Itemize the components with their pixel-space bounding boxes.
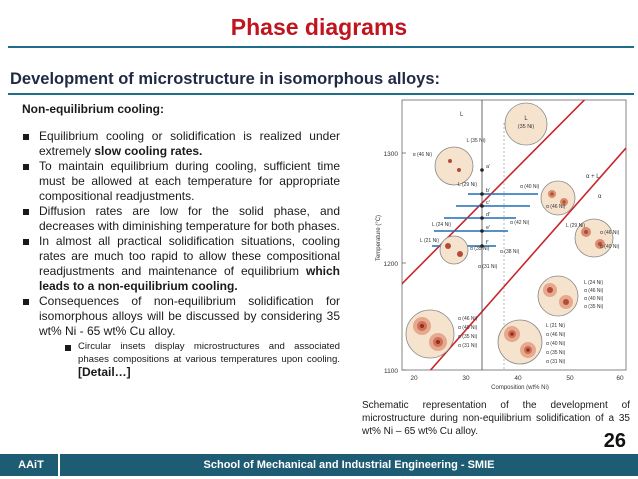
inset-label: α (42 Ni)	[510, 220, 530, 226]
bullet-square-icon	[23, 239, 29, 245]
bullet-square-icon	[23, 299, 29, 305]
inset-label: α (35 Ni)	[546, 350, 566, 356]
section-heading: Non-equilibrium cooling:	[22, 102, 164, 116]
inset-label: (35 Ni)	[517, 124, 535, 130]
inset-label: α (46 Ni)	[412, 152, 432, 158]
bullet-square-icon	[65, 345, 71, 351]
footer-institution: AAiT	[4, 454, 60, 476]
bullet-square-icon	[23, 209, 29, 215]
inset-label: α (40 Ni)	[458, 325, 478, 331]
bullet-square-icon	[23, 164, 29, 170]
bullet-emphasis: slow cooling rates.	[94, 144, 203, 158]
bullet-item	[22, 234, 340, 294]
inset-label: α (40 Ni)	[600, 244, 620, 250]
sub-bullet-item	[64, 340, 340, 380]
x-tick-label: 60	[616, 375, 624, 382]
inset-label: α (46 Ni)	[546, 204, 566, 210]
page-number: 26	[603, 430, 626, 452]
inset-label: α (31 Ni)	[546, 359, 566, 365]
sub-bullet-list	[39, 340, 340, 380]
phase-diagram-figure	[370, 98, 628, 390]
region-label-alpha: α	[598, 194, 602, 200]
region-label-liquid: L	[460, 112, 464, 118]
footer-school: School of Mechanical and Industrial Engineering - SMIE	[203, 459, 495, 471]
inset-label: L (24 Ni)	[584, 280, 603, 286]
x-tick-label: 20	[410, 375, 418, 382]
slide-body	[22, 102, 340, 380]
y-tick-label: 1200	[383, 261, 398, 268]
x-axis-label: Composition (wt% Ni)	[491, 385, 549, 390]
bullet-text: To maintain equilibrium during cooling, sufficient time must be allowed at each temperature for appropriate compositional readjustments.	[39, 159, 340, 203]
footer-bar	[0, 454, 638, 476]
bullet-text: Equilibrium cooling or solidification is realized under extremely	[39, 129, 340, 158]
point-label: f'	[486, 240, 489, 246]
inset-label: L (35 Ni)	[466, 138, 486, 144]
inset-label: L (21 Ni)	[420, 238, 439, 244]
inset-label: α (35 Ni)	[584, 304, 604, 310]
inset-label: L (29 Ni)	[458, 182, 477, 188]
y-tick-label: 1300	[383, 151, 398, 158]
figure-caption: Schematic representation of the development of microstructure during non-equilibrium solidification of a 35 wt% Ni – 65 wt% Cu alloy.	[362, 400, 630, 437]
inset-label: α (38 Ni)	[500, 249, 520, 255]
inset-label: α (40 Ni)	[584, 296, 604, 302]
inset-label: α (46 Ni)	[600, 230, 620, 236]
inset-label: L (29 Ni)	[566, 223, 585, 229]
point-label: e'	[486, 225, 491, 231]
title-divider	[8, 46, 634, 48]
x-tick-label: 40	[514, 375, 522, 382]
region-label-alpha-liquid: α + L	[586, 174, 600, 180]
bullet-list	[22, 129, 340, 380]
bullet-text: In almost all practical solidification situations, cooling rates are much too rapid to allow these compositional readjustments and maintenance of equilibrium	[39, 234, 340, 278]
microstructure-inset-top	[505, 103, 547, 145]
inset-label: α (31 Ni)	[478, 264, 498, 270]
inset-label: α (40 Ni)	[520, 184, 540, 190]
bullet-item	[22, 159, 340, 204]
point-label: b'	[486, 188, 491, 194]
inset-label: α (46 Ni)	[546, 332, 566, 338]
point-label: d'	[486, 212, 491, 218]
detail-link[interactable]: [Detail…]	[78, 365, 131, 379]
x-tick-label: 30	[462, 375, 470, 382]
bullet-item	[22, 129, 340, 159]
slide-subtitle: Development of microstructure in isomorphous alloys:	[10, 70, 440, 88]
inset-label: α (40 Ni)	[546, 341, 566, 347]
inset-label: L (24 Ni)	[432, 222, 451, 228]
inset-label: L	[524, 116, 528, 122]
inset-label: α (31 Ni)	[458, 343, 478, 349]
bullet-text: Diffusion rates are low for the solid phase, and decreases with diminishing temperature for both phases.	[39, 204, 340, 233]
bullet-text: Consequences of non-equilibrium solidification for isomorphous alloys will be discussed by considering 35 wt% Ni - 65 wt% Cu alloy.	[39, 294, 340, 338]
bullet-item	[22, 294, 340, 380]
microstructure-inset-g	[498, 320, 566, 365]
inset-label: L (21 Ni)	[546, 323, 565, 329]
sub-bullet-text: Circular insets display microstructures and associated phases compositions at various temperatures upon cooling.	[78, 341, 340, 365]
inset-label: α (46 Ni)	[584, 288, 604, 294]
inset-label: α (46 Ni)	[458, 316, 478, 322]
point-label: a'	[486, 164, 491, 170]
x-tick-label: 50	[566, 375, 574, 382]
y-axis-label: Temperature (°C)	[376, 214, 382, 262]
slide-title: Phase diagrams	[230, 14, 408, 40]
point-label: c'	[486, 200, 490, 206]
inset-label: α (35 Ni)	[458, 334, 478, 340]
inset-label: α (35 Ni)	[470, 246, 490, 252]
bullet-square-icon	[23, 134, 29, 140]
subtitle-divider	[8, 93, 634, 95]
bullet-emphasis: which leads to a non-equilibrium cooling.	[39, 264, 340, 293]
bullet-item	[22, 204, 340, 234]
y-tick-label: 1100	[384, 368, 398, 375]
